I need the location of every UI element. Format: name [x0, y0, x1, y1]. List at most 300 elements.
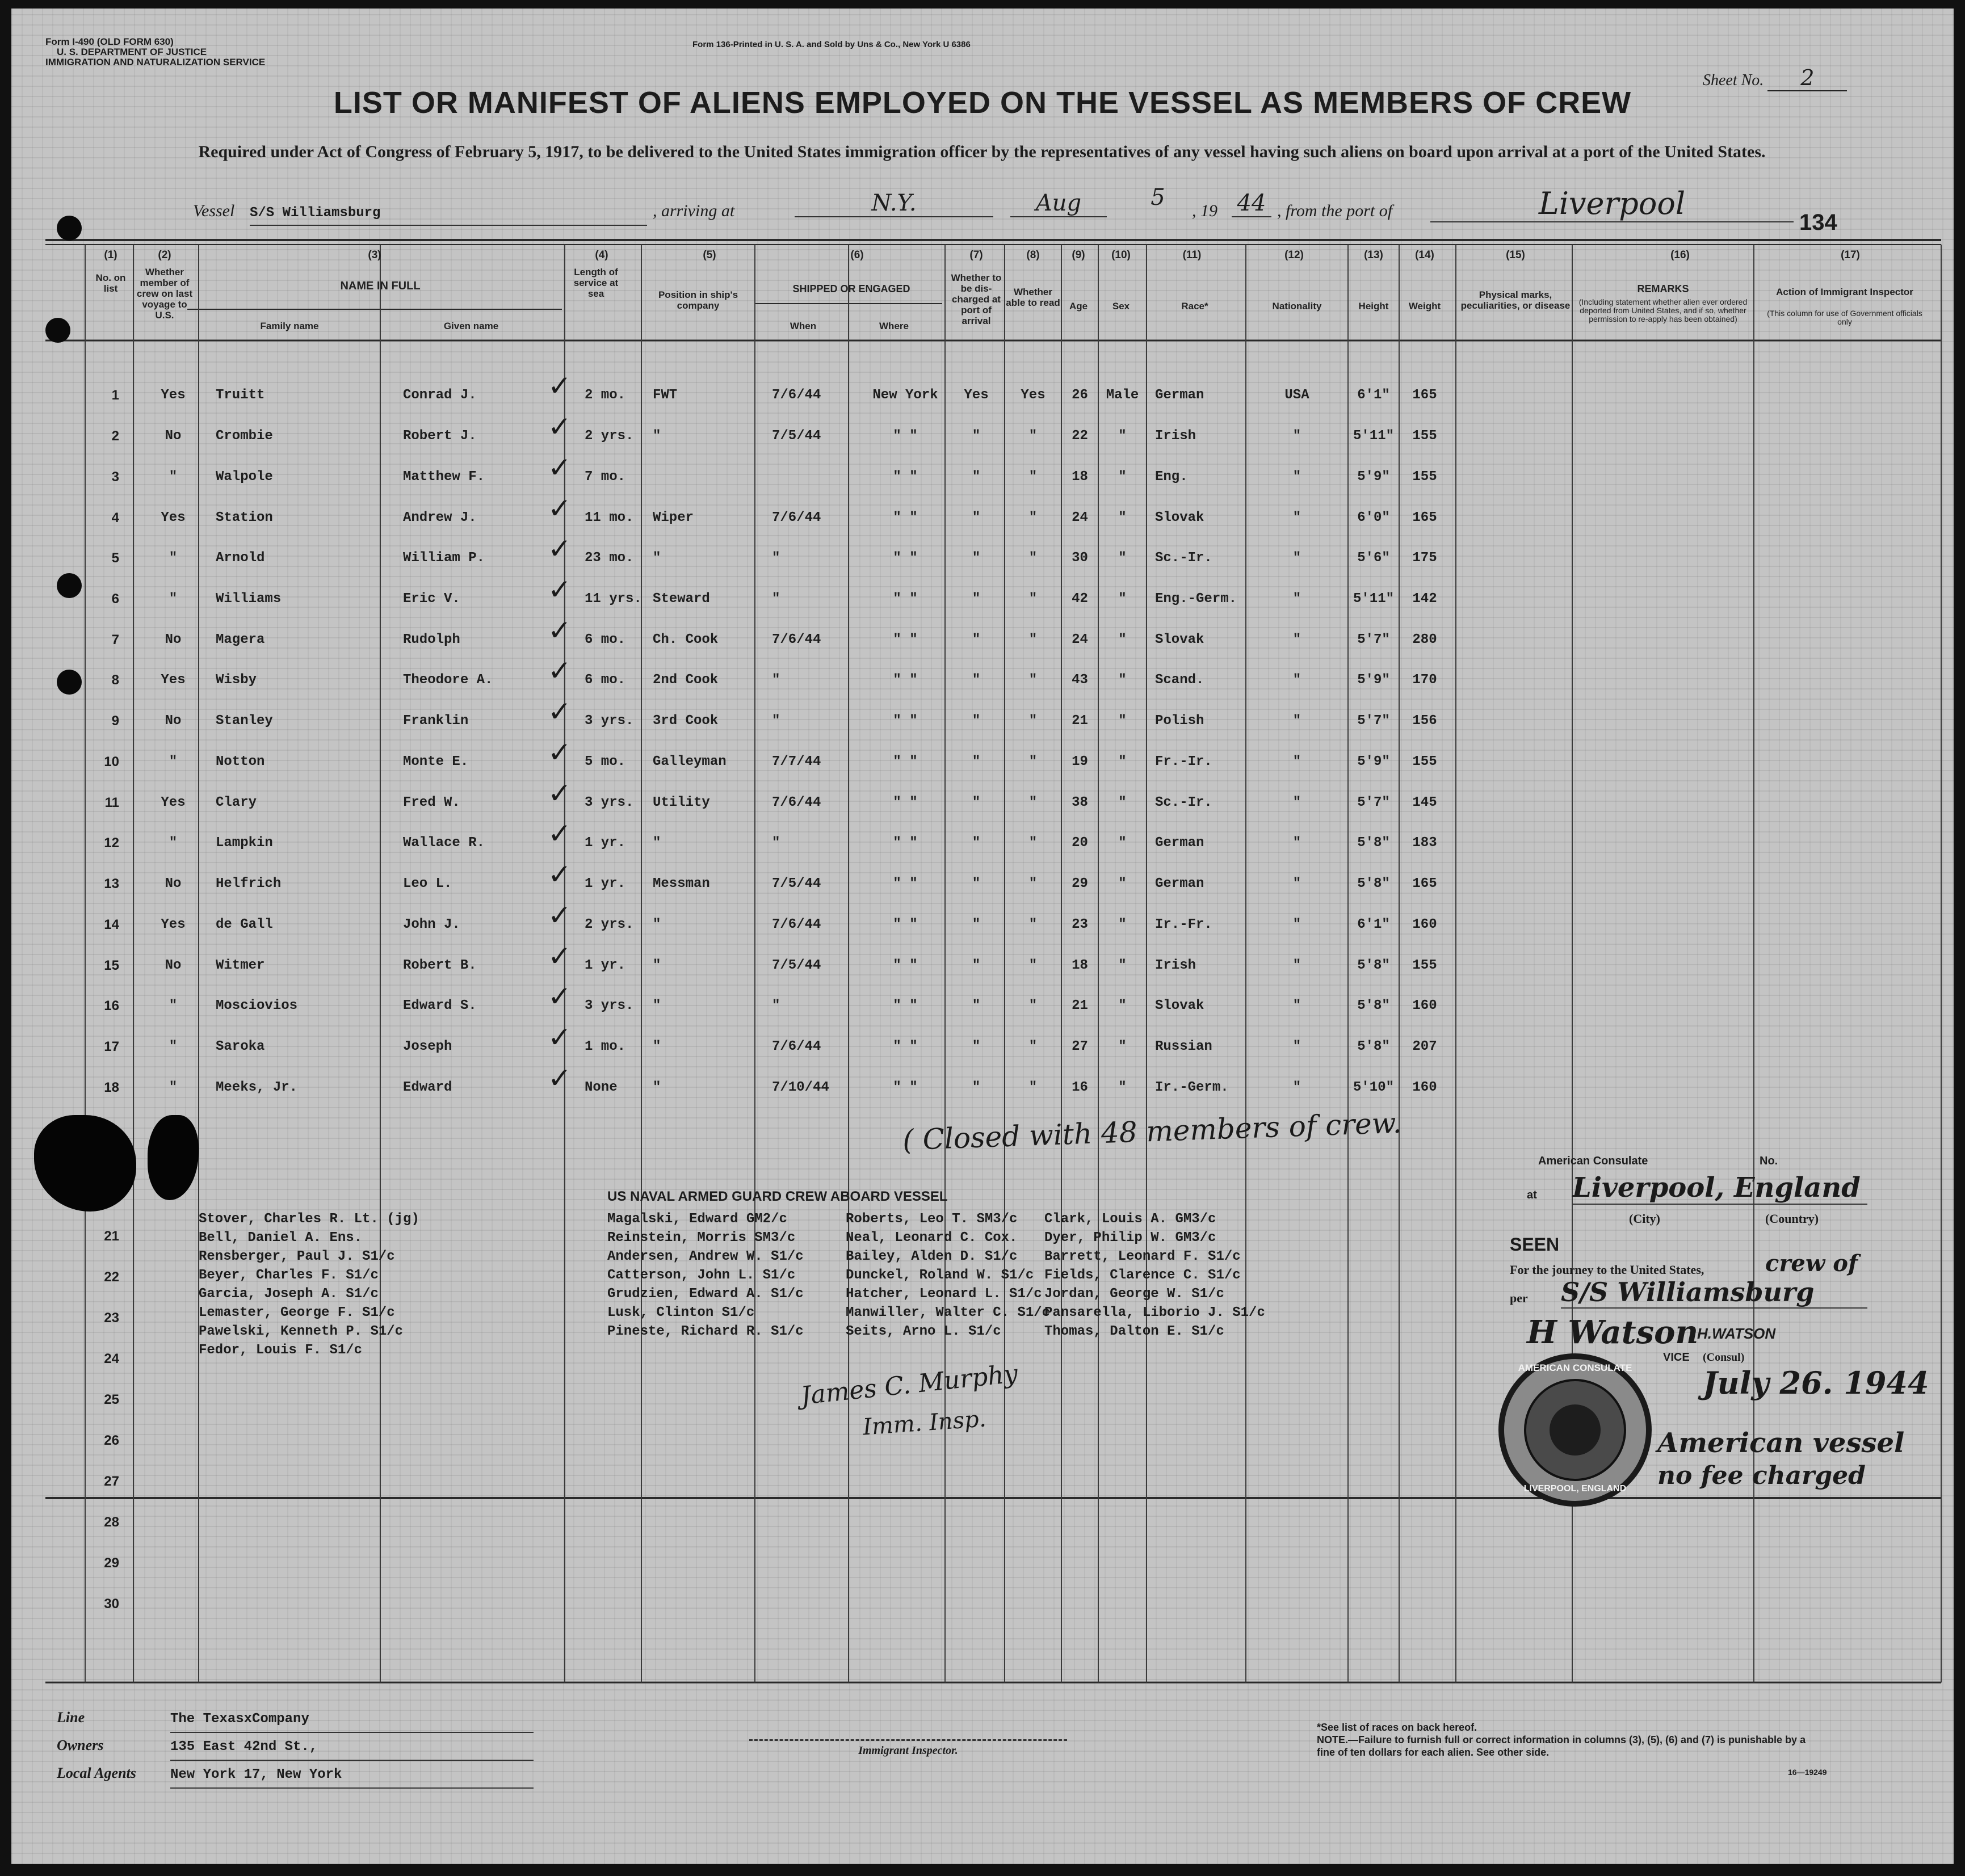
colnum-8: (8) [1026, 249, 1040, 261]
cell-last: " [169, 1080, 178, 1095]
cell-given: John J. [403, 917, 460, 932]
row-number: 21 [104, 1229, 119, 1244]
cell-disch: " [972, 876, 981, 891]
cell-sex: " [1118, 713, 1127, 729]
header-last-voyage: Whether member of crew on last voyage to U.S. [136, 267, 193, 321]
cell-where: " " [893, 713, 918, 729]
cell-disch: Yes [964, 388, 989, 403]
cell-service: 7 mo. [585, 469, 626, 485]
cell-family: Arnold [216, 550, 265, 566]
guard-member: Barrett, Leonard F. S1/c [1044, 1249, 1241, 1264]
colnum-9: (9) [1072, 249, 1085, 261]
cell-when: " [772, 713, 780, 729]
cell-read: " [1028, 713, 1038, 729]
cell-where: " " [893, 1039, 918, 1054]
cell-service: 3 yrs. [585, 713, 634, 729]
guard-member: Grudzien, Edward A. S1/c [607, 1286, 804, 1302]
cell-weight: 155 [1412, 428, 1437, 444]
guard-member: Andersen, Andrew W. S1/c [607, 1249, 804, 1264]
cell-age: 18 [1072, 958, 1088, 973]
cell-given: Robert J. [403, 428, 477, 444]
cell-given: Theodore A. [403, 672, 493, 688]
cell-read: " [1028, 754, 1038, 769]
cell-age: 30 [1072, 550, 1088, 566]
header-able-to-read: Whether able to read [1006, 287, 1060, 308]
cell-family: Wisby [216, 672, 257, 688]
manifest-sheet [11, 9, 1954, 1864]
cell-read: " [1028, 672, 1038, 688]
cell-height: 6'0" [1357, 510, 1390, 525]
cell-disch: " [972, 632, 981, 647]
cell-nat: " [1292, 876, 1301, 891]
cell-last: " [169, 550, 178, 566]
row-number: 13 [104, 876, 119, 891]
cell-position: Galleyman [653, 754, 727, 769]
consul-country-label: (Country) [1765, 1212, 1819, 1226]
cell-position: Wiper [653, 510, 694, 525]
cell-read: Yes [1021, 388, 1046, 403]
checkmark-icon: ✓ [548, 410, 572, 443]
cell-given: Edward [403, 1080, 452, 1095]
cell-family: Stanley [216, 713, 273, 729]
guard-member: Pineste, Richard R. S1/c [607, 1324, 804, 1339]
header-shipped: SHIPPED OR ENGAGED [792, 283, 910, 295]
colnum-1: (1) [104, 249, 117, 261]
cell-position: " [653, 835, 661, 851]
cell-nat: " [1292, 795, 1301, 810]
cell-given: Wallace R. [403, 835, 485, 851]
row-number: 4 [111, 510, 119, 525]
vessel-name: S/S Williamsburg [250, 202, 647, 226]
cell-given: Rudolph [403, 632, 460, 647]
cell-read: " [1028, 1080, 1038, 1095]
row-number: 24 [104, 1351, 119, 1366]
cell-service: 1 yr. [585, 835, 626, 851]
cell-race: Sc.-Ir. [1155, 550, 1212, 566]
cell-service: 6 mo. [585, 632, 626, 647]
cell-service: 23 mo. [585, 550, 634, 566]
cell-disch: " [972, 1039, 981, 1054]
footer-owner-info [57, 1705, 534, 1789]
checkmark-icon: ✓ [548, 695, 572, 728]
cell-last: Yes [161, 672, 186, 688]
cell-height: 5'10" [1353, 1080, 1394, 1095]
departure-port: Liverpool [1430, 186, 1794, 222]
cell-age: 20 [1072, 835, 1088, 851]
cell-where: " " [893, 754, 918, 769]
cell-last: No [165, 632, 182, 647]
cell-disch: " [972, 1080, 981, 1095]
cell-when: 7/6/44 [772, 1039, 821, 1054]
cell-when: 7/10/44 [772, 1080, 829, 1095]
row-number: 3 [111, 469, 119, 485]
cell-disch: " [972, 428, 981, 444]
form-code: 16—19249 [1788, 1768, 1827, 1777]
consul-date: July 26. 1944 [1703, 1365, 1929, 1401]
cell-age: 18 [1072, 469, 1088, 485]
cell-read: " [1028, 917, 1038, 932]
header-position: Position in ship's company [658, 289, 738, 311]
cell-read: " [1028, 550, 1038, 566]
cell-age: 27 [1072, 1039, 1088, 1054]
consul-vessel: S/S Williamsburg [1561, 1277, 1867, 1309]
guard-member: Lusk, Clinton S1/c [607, 1305, 755, 1320]
header-no-on-list: No. on list [95, 272, 126, 294]
cell-family: Lampkin [216, 835, 273, 851]
guard-member: Dyer, Philip W. GM3/c [1044, 1230, 1216, 1246]
cell-sex: " [1118, 550, 1127, 566]
cell-nat: " [1292, 713, 1301, 729]
cell-when: 7/6/44 [772, 632, 821, 647]
cell-family: Station [216, 510, 273, 525]
cell-height: 5'9" [1357, 754, 1390, 769]
colnum-13: (13) [1364, 249, 1383, 261]
cell-position: Ch. Cook [653, 632, 719, 647]
arrival-month: Aug [1010, 190, 1107, 217]
cell-where: " " [893, 998, 918, 1013]
cell-sex: Male [1106, 388, 1139, 403]
cell-last: No [165, 713, 182, 729]
cell-last: Yes [161, 510, 186, 525]
cell-disch: " [972, 550, 981, 566]
cell-read: " [1028, 510, 1038, 525]
cell-sex: " [1118, 428, 1127, 444]
cell-last: No [165, 958, 182, 973]
colnum-15: (15) [1506, 249, 1525, 261]
cell-disch: " [972, 998, 981, 1013]
cell-nat: " [1292, 632, 1301, 647]
arriving-label: , arriving at [653, 201, 735, 220]
cell-position: 3rd Cook [653, 713, 719, 729]
arrival-year: 44 [1232, 190, 1271, 217]
cell-age: 16 [1072, 1080, 1088, 1095]
checkmark-icon: ✓ [548, 532, 572, 565]
consul-city-country: Liverpool, England [1572, 1172, 1867, 1205]
cell-nat: " [1292, 1039, 1301, 1054]
cell-position: Utility [653, 795, 710, 810]
penalty-note: NOTE.—Failure to furnish full or correct information in columns (3), (5), (6) and (7) is punishable by a fine of ten dollars for each alien. See other side. [1317, 1734, 1806, 1758]
cell-nat: " [1292, 591, 1301, 607]
consulate-seal [1498, 1353, 1652, 1507]
cell-nat: " [1292, 958, 1301, 973]
naval-guard-title: US NAVAL ARMED GUARD CREW ABOARD VESSEL [607, 1189, 948, 1204]
cell-service: 1 yr. [585, 876, 626, 891]
consulate-at-label: at [1527, 1189, 1537, 1201]
guard-member: Neal, Leonard C. Cox. [846, 1230, 1018, 1246]
cell-given: Conrad J. [403, 388, 477, 403]
cell-disch: " [972, 672, 981, 688]
row-number: 29 [104, 1555, 119, 1571]
cell-service: 11 yrs. [585, 591, 642, 607]
cell-sex: " [1118, 672, 1127, 688]
cell-sex: " [1118, 876, 1127, 891]
colnum-7: (7) [969, 249, 983, 261]
cell-position: 2nd Cook [653, 672, 719, 688]
colnum-17: (17) [1841, 249, 1860, 261]
cell-position: " [653, 1080, 661, 1095]
from-port-label: , from the port of [1277, 201, 1393, 220]
cell-where: " " [893, 1080, 918, 1095]
cell-where: " " [893, 672, 918, 688]
cell-age: 24 [1072, 632, 1088, 647]
consul-per-label: per [1510, 1291, 1528, 1305]
cell-sex: " [1118, 795, 1127, 810]
cell-family: Williams [216, 591, 282, 607]
cell-family: Mosciovios [216, 998, 298, 1013]
cell-service: 3 yrs. [585, 998, 634, 1013]
page-title: LIST OR MANIFEST OF ALIENS EMPLOYED ON THE VESSEL AS MEMBERS OF CREW [333, 86, 1632, 120]
colnum-6: (6) [850, 249, 864, 261]
cell-age: 29 [1072, 876, 1088, 891]
binder-hole [57, 573, 82, 598]
checkmark-icon: ✓ [548, 451, 572, 484]
checkmark-icon: ✓ [548, 736, 572, 769]
row-number: 18 [104, 1080, 119, 1095]
year-prefix: , 19 [1192, 201, 1217, 220]
cell-weight: 165 [1412, 388, 1437, 403]
cell-where: " " [893, 958, 918, 973]
cell-height: 5'7" [1357, 795, 1390, 810]
checkmark-icon: ✓ [548, 980, 572, 1013]
cell-last: " [169, 835, 178, 851]
cell-height: 5'9" [1357, 672, 1390, 688]
row-number: 30 [104, 1596, 119, 1612]
cell-given: Andrew J. [403, 510, 477, 525]
cell-read: " [1028, 632, 1038, 647]
guard-member: Stover, Charles R. Lt. (jg) [199, 1212, 419, 1227]
cell-weight: 155 [1412, 958, 1437, 973]
cell-service: 1 mo. [585, 1039, 626, 1054]
cell-position: " [653, 958, 661, 973]
cell-nat: " [1292, 469, 1301, 485]
consul-seen: SEEN [1510, 1234, 1560, 1255]
cell-age: 23 [1072, 917, 1088, 932]
cell-last: Yes [161, 917, 186, 932]
guard-member: Clark, Louis A. GM3/c [1044, 1212, 1216, 1227]
cell-when: " [772, 998, 780, 1013]
cell-last: " [169, 591, 178, 607]
cell-where: " " [893, 876, 918, 891]
cell-where: " " [893, 795, 918, 810]
consul-crew-of: crew of [1765, 1250, 1858, 1277]
colnum-16: (16) [1670, 249, 1690, 261]
cell-height: 5'8" [1357, 1039, 1390, 1054]
cell-disch: " [972, 713, 981, 729]
cell-where: " " [893, 591, 918, 607]
header-height: Height [1358, 301, 1389, 312]
cell-service: 5 mo. [585, 754, 626, 769]
cell-sex: " [1118, 917, 1127, 932]
colnum-4: (4) [595, 249, 608, 261]
cell-last: Yes [161, 795, 186, 810]
cell-disch: " [972, 754, 981, 769]
row-number: 2 [111, 428, 119, 444]
checkmark-icon: ✓ [548, 940, 572, 973]
cell-when: 7/6/44 [772, 388, 821, 403]
cell-height: 5'11" [1353, 428, 1394, 444]
guard-member: Catterson, John L. S1/c [607, 1268, 796, 1283]
guard-member: Beyer, Charles F. S1/c [199, 1268, 379, 1283]
owners-label: Owners [57, 1737, 104, 1753]
cell-read: " [1028, 876, 1038, 891]
page-subtitle: Required under Act of Congress of February 5, 1917, to be delivered to the United States immigration officer by the representatives of any vessel having such aliens on board upon arrival at a port of the United States. [198, 142, 1766, 161]
cell-weight: 175 [1412, 550, 1437, 566]
arrival-day: 5 [1151, 184, 1165, 211]
cell-sex: " [1118, 958, 1127, 973]
cell-nat: " [1292, 550, 1301, 566]
checkmark-icon: ✓ [548, 654, 572, 687]
cell-height: 5'7" [1357, 632, 1390, 647]
colnum-2: (2) [158, 249, 171, 261]
cell-age: 24 [1072, 510, 1088, 525]
cell-age: 38 [1072, 795, 1088, 810]
cell-disch: " [972, 469, 981, 485]
cell-height: 5'6" [1357, 550, 1390, 566]
cell-position: " [653, 998, 661, 1013]
consul-note-1: American vessel [1657, 1427, 1905, 1459]
cell-nat: " [1292, 754, 1301, 769]
cell-given: Edward S. [403, 998, 477, 1013]
cell-given: Franklin [403, 713, 469, 729]
header-remarks: REMARKS [1637, 283, 1689, 295]
cell-disch: " [972, 510, 981, 525]
cell-service: 3 yrs. [585, 795, 634, 810]
cell-weight: 156 [1412, 713, 1437, 729]
cell-service: 6 mo. [585, 672, 626, 688]
cell-race: German [1155, 835, 1204, 851]
checkmark-icon: ✓ [548, 858, 572, 891]
cell-when: 7/5/44 [772, 876, 821, 891]
cell-service: 11 mo. [585, 510, 634, 525]
checkmark-icon: ✓ [548, 369, 572, 402]
cell-last: No [165, 876, 182, 891]
cell-when: " [772, 672, 780, 688]
cell-nat: USA [1284, 388, 1309, 403]
guard-member: Garcia, Joseph A. S1/c [199, 1286, 379, 1302]
cell-race: Polish [1155, 713, 1204, 729]
cell-family: Magera [216, 632, 265, 647]
line-value: The TexasxCompany [170, 1707, 534, 1733]
cell-where: " " [893, 469, 918, 485]
guard-member: Pawelski, Kenneth P. S1/c [199, 1324, 404, 1339]
cell-service: 2 mo. [585, 388, 626, 403]
row-number: 17 [104, 1039, 119, 1054]
cell-sex: " [1118, 510, 1127, 525]
cell-given: Robert B. [403, 958, 477, 973]
cell-race: Eng. [1155, 469, 1188, 485]
seal-bottom-text: LIVERPOOL, ENGLAND [1523, 1484, 1627, 1494]
cell-weight: 160 [1412, 998, 1437, 1013]
cell-age: 19 [1072, 754, 1088, 769]
row-number: 26 [104, 1433, 119, 1448]
row-number: 28 [104, 1515, 119, 1530]
header-race: Race* [1181, 301, 1208, 312]
checkmark-icon: ✓ [548, 817, 572, 850]
races-note: *See list of races on back hereof. [1317, 1722, 1477, 1733]
consul-vice: VICE [1663, 1351, 1690, 1364]
guard-member: Bell, Daniel A. Ens. [199, 1230, 363, 1246]
cell-when: 7/6/44 [772, 510, 821, 525]
cell-weight: 145 [1412, 795, 1437, 810]
row-number: 5 [111, 550, 119, 566]
cell-disch: " [972, 835, 981, 851]
vessel-label: Vessel [193, 201, 235, 220]
cell-when: 7/6/44 [772, 795, 821, 810]
cell-height: 5'8" [1357, 958, 1390, 973]
cell-service: 1 yr. [585, 958, 626, 973]
cell-nat: " [1292, 510, 1301, 525]
cell-race: Sc.-Ir. [1155, 795, 1212, 810]
footer-notes [1317, 1721, 1816, 1759]
header-where: Where [879, 321, 909, 331]
cell-family: Witmer [216, 958, 265, 973]
consul-typed-name: H.WATSON [1697, 1325, 1776, 1342]
cell-when: 7/7/44 [772, 754, 821, 769]
cell-sex: " [1118, 998, 1127, 1013]
cell-family: de Gall [216, 917, 273, 932]
seal-top-text: AMERICAN CONSULATE [1518, 1362, 1632, 1373]
cell-height: 5'8" [1357, 876, 1390, 891]
cell-race: Fr.-Ir. [1155, 754, 1212, 769]
consul-city-label: (City) [1629, 1212, 1660, 1226]
cell-weight: 183 [1412, 835, 1437, 851]
inspector-signature: James C. Murphy [799, 1359, 1019, 1411]
checkmark-icon: ✓ [548, 899, 572, 932]
header-weight: Weight [1408, 301, 1441, 312]
cell-last: Yes [161, 388, 186, 403]
guard-member: Pansarella, Liborio J. S1/c [1044, 1305, 1265, 1320]
guard-member: Jordan, George W. S1/c [1044, 1286, 1224, 1302]
cell-race: German [1155, 388, 1204, 403]
row-number: 1 [111, 388, 119, 403]
checkmark-icon: ✓ [548, 777, 572, 810]
cell-given: Matthew F. [403, 469, 485, 485]
cell-where: New York [872, 388, 938, 403]
cell-race: Slovak [1155, 998, 1204, 1013]
cell-height: 5'8" [1357, 998, 1390, 1013]
cell-weight: 165 [1412, 510, 1437, 525]
consul-journey: For the journey to the United States, [1510, 1263, 1704, 1277]
header-action-note: (This column for use of Government officials only [1767, 309, 1922, 326]
cell-family: Clary [216, 795, 257, 810]
cell-height: 6'1" [1357, 388, 1390, 403]
row-number: 6 [111, 591, 119, 607]
row-number: 9 [111, 713, 119, 729]
cell-sex: " [1118, 1080, 1127, 1095]
row-number: 23 [104, 1310, 119, 1326]
form-id-line: U. S. DEPARTMENT OF JUSTICE [57, 47, 207, 57]
cell-given: Eric V. [403, 591, 460, 607]
row-number: 27 [104, 1474, 119, 1489]
binder-hole [57, 670, 82, 695]
cell-weight: 155 [1412, 469, 1437, 485]
row-number: 16 [104, 998, 119, 1013]
colnum-10: (10) [1111, 249, 1131, 261]
agents-label: Local Agents [57, 1765, 136, 1781]
cell-race: Eng.-Germ. [1155, 591, 1237, 607]
cell-service: 2 yrs. [585, 917, 634, 932]
cell-position: Steward [653, 591, 710, 607]
closed-note: ( Closed with 48 members of crew. [902, 1106, 1403, 1157]
cell-age: 21 [1072, 713, 1088, 729]
row-number: 12 [104, 835, 119, 851]
guard-member: Lemaster, George F. S1/c [199, 1305, 395, 1320]
cell-when: " [772, 550, 780, 566]
cell-position: " [653, 428, 661, 444]
header-sex: Sex [1112, 301, 1130, 312]
cell-where: " " [893, 428, 918, 444]
cell-given: Fred W. [403, 795, 460, 810]
